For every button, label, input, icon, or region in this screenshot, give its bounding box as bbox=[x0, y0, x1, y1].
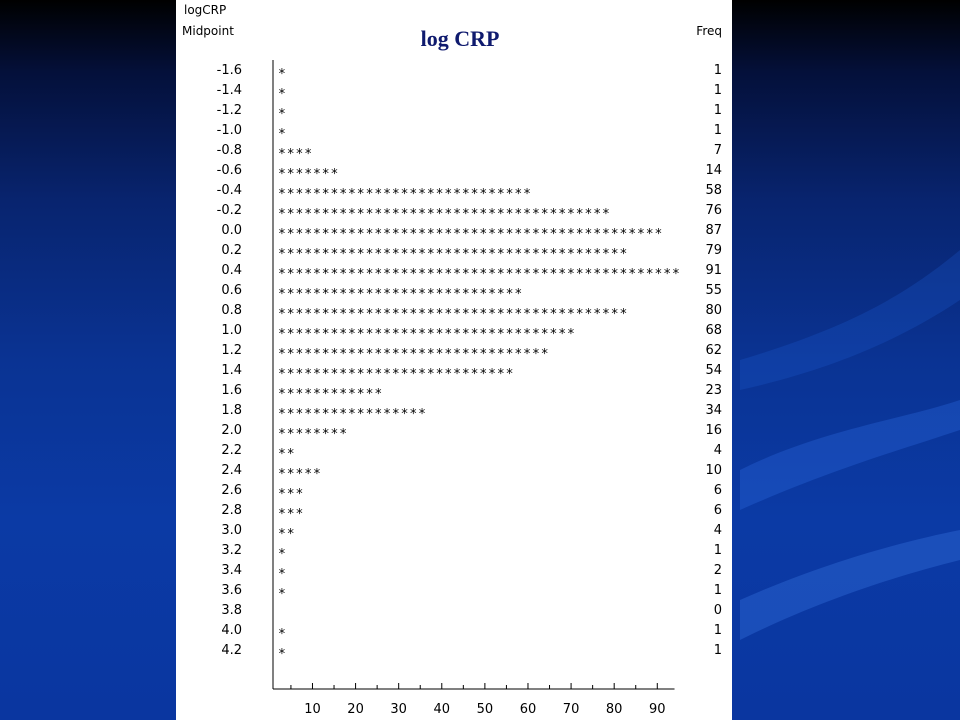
freq-value: 55 bbox=[705, 283, 722, 298]
histogram-bar: * bbox=[278, 87, 287, 102]
histogram-bar: ** bbox=[278, 447, 296, 462]
histogram-bar: ***************** bbox=[278, 407, 427, 422]
midpoint-label: 1.4 bbox=[221, 363, 242, 378]
freq-value: 1 bbox=[713, 103, 722, 118]
freq-value: 2 bbox=[713, 563, 722, 578]
freq-value: 4 bbox=[713, 443, 722, 458]
freq-value: 1 bbox=[713, 123, 722, 138]
midpoint-label: 4.0 bbox=[221, 623, 242, 638]
x-tick-label: 90 bbox=[649, 702, 666, 717]
freq-value: 80 bbox=[705, 303, 722, 318]
freq-value: 23 bbox=[705, 383, 722, 398]
freq-value: 1 bbox=[713, 83, 722, 98]
midpoint-label: 4.2 bbox=[221, 643, 242, 658]
histogram-bar: *** bbox=[278, 487, 305, 502]
histogram-bar: ******************************* bbox=[278, 347, 550, 362]
freq-value: 6 bbox=[713, 503, 722, 518]
midpoint-label: -1.6 bbox=[216, 63, 242, 78]
freq-value: 62 bbox=[705, 343, 722, 358]
midpoint-label: 3.8 bbox=[221, 603, 242, 618]
freq-value: 54 bbox=[705, 363, 722, 378]
histogram-bar: ***** bbox=[278, 467, 322, 482]
histogram-bar: ******** bbox=[278, 427, 349, 442]
freq-value: 6 bbox=[713, 483, 722, 498]
midpoint-label: -1.2 bbox=[216, 103, 242, 118]
midpoint-label: 2.2 bbox=[221, 443, 242, 458]
midpoint-label: 2.8 bbox=[221, 503, 242, 518]
freq-value: 1 bbox=[713, 643, 722, 658]
midpoint-label: -0.8 bbox=[216, 143, 242, 158]
histogram-chart bbox=[176, 0, 732, 720]
midpoint-label: 2.6 bbox=[221, 483, 242, 498]
freq-value: 76 bbox=[705, 203, 722, 218]
midpoint-label: -0.2 bbox=[216, 203, 242, 218]
midpoint-header: Midpoint bbox=[182, 24, 234, 38]
freq-value: 79 bbox=[705, 243, 722, 258]
histogram-bar: ********************************** bbox=[278, 327, 576, 342]
freq-value: 16 bbox=[705, 423, 722, 438]
freq-value: 1 bbox=[713, 543, 722, 558]
midpoint-label: 3.2 bbox=[221, 543, 242, 558]
midpoint-label: -0.6 bbox=[216, 163, 242, 178]
midpoint-label: 1.6 bbox=[221, 383, 242, 398]
histogram-bar: *************************** bbox=[278, 367, 515, 382]
histogram-bar: ******************************************** bbox=[278, 227, 664, 242]
x-tick-label: 80 bbox=[605, 702, 623, 717]
freq-value: 1 bbox=[713, 583, 722, 598]
x-tick-label: 60 bbox=[519, 702, 537, 717]
histogram-bar: ***************************** bbox=[278, 187, 532, 202]
freq-value: 14 bbox=[705, 163, 722, 178]
histogram-bar: ******* bbox=[278, 167, 340, 182]
midpoint-label: 1.2 bbox=[221, 343, 242, 358]
midpoint-label: 1.0 bbox=[221, 323, 242, 338]
x-tick-label: 10 bbox=[304, 702, 321, 717]
midpoint-label: 3.0 bbox=[221, 523, 242, 538]
histogram-bar: * bbox=[278, 587, 287, 602]
histogram-bar: ************ bbox=[278, 387, 384, 402]
midpoint-label: 2.0 bbox=[221, 423, 242, 438]
freq-value: 68 bbox=[705, 323, 722, 338]
histogram-bar: * bbox=[278, 67, 287, 82]
midpoint-label: 3.4 bbox=[221, 563, 242, 578]
freq-value: 34 bbox=[705, 403, 722, 418]
variable-label: logCRP bbox=[184, 3, 227, 17]
histogram-bar: * bbox=[278, 567, 287, 582]
histogram-bar: *** bbox=[278, 507, 305, 522]
midpoint-label: 0.0 bbox=[221, 223, 242, 238]
freq-value: 87 bbox=[705, 223, 722, 238]
chart-title: log CRP bbox=[420, 26, 500, 51]
freq-header: Freq bbox=[696, 24, 722, 38]
freq-value: 1 bbox=[713, 623, 722, 638]
freq-value: 1 bbox=[713, 63, 722, 78]
freq-value: 91 bbox=[705, 263, 722, 278]
midpoint-label: 0.6 bbox=[221, 283, 242, 298]
histogram-bar: * bbox=[278, 127, 287, 142]
freq-value: 7 bbox=[713, 143, 722, 158]
midpoint-label: 0.4 bbox=[221, 263, 242, 278]
midpoint-label: -1.0 bbox=[216, 123, 242, 138]
freq-value: 58 bbox=[705, 183, 722, 198]
histogram-panel bbox=[176, 0, 732, 720]
x-tick-label: 50 bbox=[476, 702, 494, 717]
midpoint-label: 1.8 bbox=[221, 403, 242, 418]
midpoint-label: -0.4 bbox=[216, 183, 242, 198]
midpoint-label: -1.4 bbox=[216, 83, 242, 98]
x-tick-label: 70 bbox=[562, 702, 580, 717]
histogram-bar: * bbox=[278, 647, 287, 662]
freq-value: 4 bbox=[713, 523, 722, 538]
midpoint-label: 3.6 bbox=[221, 583, 242, 598]
midpoint-label: 0.8 bbox=[221, 303, 242, 318]
midpoint-label: 0.2 bbox=[221, 243, 242, 258]
histogram-bar: **************************************** bbox=[278, 247, 629, 262]
freq-value: 0 bbox=[713, 603, 722, 618]
histogram-bar: * bbox=[278, 107, 287, 122]
histogram-rows bbox=[217, 63, 722, 662]
midpoint-label: 2.4 bbox=[221, 463, 242, 478]
histogram-bar: **************************************** bbox=[278, 307, 629, 322]
histogram-bar: **** bbox=[278, 147, 314, 162]
histogram-bar: * bbox=[278, 547, 287, 562]
histogram-bar: * bbox=[278, 627, 287, 642]
histogram-bar: ********************************************** bbox=[278, 267, 681, 282]
x-tick-label: 30 bbox=[390, 702, 407, 717]
histogram-bar: **************************** bbox=[278, 287, 524, 302]
histogram-bar: ************************************** bbox=[278, 207, 611, 222]
x-tick-label: 40 bbox=[433, 702, 451, 717]
freq-value: 10 bbox=[705, 463, 722, 478]
histogram-bar: ** bbox=[278, 527, 296, 542]
x-tick-label: 20 bbox=[347, 702, 364, 717]
